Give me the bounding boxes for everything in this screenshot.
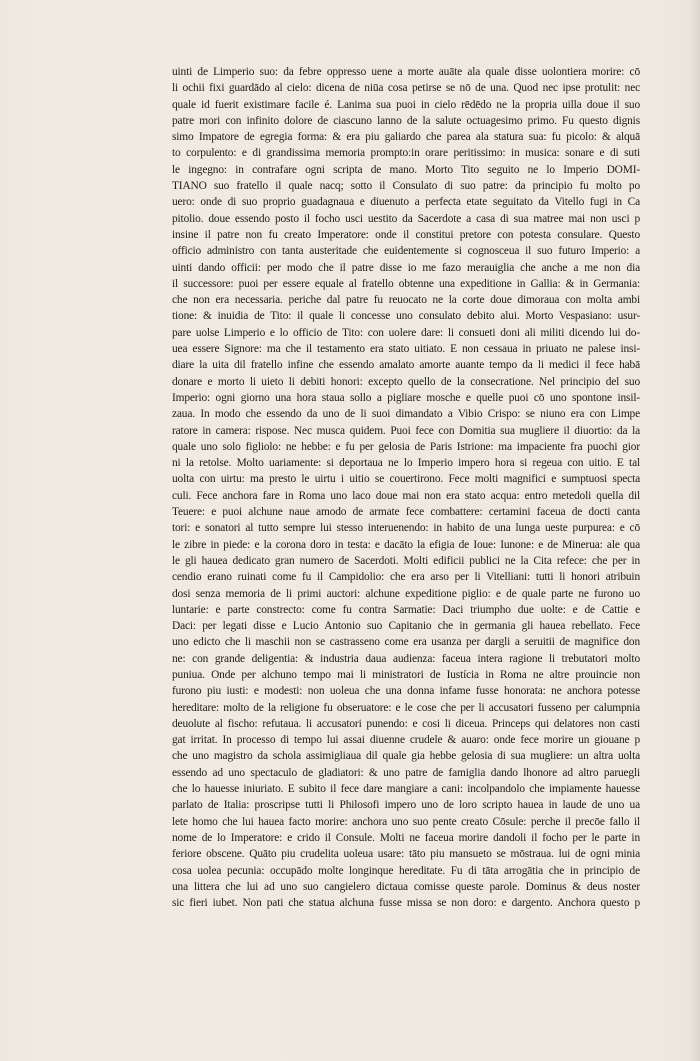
text-line: ne: con grande deligentia: & industria daua audienza: faceua intera ragione li trebutatori molto [172, 652, 640, 665]
text-line: ni la retolse. Molto uariamente: si deportaua ne lo Imperio impero hora si regeua con uitio. E tal [172, 457, 640, 470]
text-line: quale uno solo figliolo: ne hebbe: e fu per gelosia de Paris Istrione: ma impaciente fra puochi gior [172, 440, 640, 453]
text-line: nome de lo Imperatore: e crido il Consule. Molti ne faceua morire dandoli il focho per le parte in [172, 831, 640, 844]
text-line: furono piu iusti: e modesti: non uoleua che una donna infame fusse honorata: ne anchora potesse [172, 685, 640, 698]
text-line: puniua. Onde per alchuno tempo mai li ministratori de Iustícia in Roma ne altre prouincie non [172, 668, 640, 681]
text-line: donare e morto li uieto li debiti honori: excepto quello de la consecratione. Nel principio del suo [172, 375, 640, 388]
text-line: uolta con uirtu: ma presto le uirtu i uitio se couertirono. Fece molti magnifici e sumptuosi specta [172, 473, 640, 486]
text-line: deuolute al fischo: refutaua. li accusatori punendo: e cosi li diceua. Princeps qui delatores non casti [172, 717, 640, 730]
text-line: che non era necessaria. periche dal patre fu reuocato ne la corte doue dimoraua con molta ambi [172, 294, 640, 307]
text-line: diare la uita dil fratello infine che essendo amalato amorte auante tempo da li medici il fece habā [172, 359, 640, 372]
text-line: uno edicto che li maschii non se castrasseno come era usanza per dargli a seruitii de magnifice don [172, 636, 640, 649]
text-line: tione: & inuidia de Tito: il quale li concesse uno consulato debito alui. Morto Vespasiano: usur- [172, 310, 640, 323]
text-line: ratore in camera: rispose. Nec musca quidem. Puoi fece con Domitia sua mugliere il diuortio: da la [172, 424, 640, 437]
text-line: uinti dando officii: per modo che il patre disse io me fazo merauiglia che anche a me non dia [172, 261, 640, 274]
text-line: gat irritat. In processo di tempo lui assai diuenne crudele & auaro: onde fece morire un giouane p [172, 734, 640, 747]
text-line: essendo ad uno spectaculo de gladiatori: & uno patre de famiglia dando lhonore ad altro paruegli [172, 766, 640, 779]
text-line: che uno magistro da schola assimigliaua dil quale gia hebbe gelosia di sua mugliere: un altra uolta [172, 750, 640, 763]
text-line: le ingegno: in contrafare ogni scripta de mano. Morto Tito seguito ne lo Imperio DOMI- [172, 163, 640, 176]
text-line: dosi senza memoria de li primi auctori: alchune expeditione piglio: e de quale parte ne furono uo [172, 587, 640, 600]
text-line: sic fieri iubet. Non pati che statua alchuna fusse missa se non doro: e dargento. Anchora questo p [172, 897, 640, 910]
text-line: hereditare: molto de la religione fu obseruatore: e le cose che per li accusatori fusseno per calumpnia [172, 701, 640, 714]
page-edge-shadow [690, 0, 700, 1061]
text-line: pare uolse Limperio e lo officio de Tito: con uolere dare: li consueti doni ali militi dicendo lui do- [172, 326, 640, 339]
text-line: che lo hauesse iniuriato. E subito il fece dare mangiare a cani: incolpandolo che impiamente hauesse [172, 783, 640, 796]
text-line: li ochii fixi guardādo al cielo: dicena de niūa cosa petirse se nō de una. Quod nec ipse protulit: nec [172, 82, 640, 95]
text-line: simo Impatore de egregia forma: & era piu galiardo che parea ala statura sua: fu picolo: & alquā [172, 131, 640, 144]
text-line: cendio erano ruinati come fu il Campidolio: che era arso per li Vitelliani: tutti li honori atribuin [172, 571, 640, 584]
text-line: lete homo che lui hauea facto morire: anchora uno suo pente creato Cōsule: perche il precōe fallo il [172, 815, 640, 828]
text-line: officio administro con tanta austeritade che euidentemente si cognosceua il suo futuro Imperio: a [172, 245, 640, 258]
text-line: le gli hauea dedicato gran numero de Sacerdoti. Molti edificii publici ne la Cita refece: che per in [172, 554, 640, 567]
text-line: una littera che lui ad uno suo cangielero dictaua comisse queste parole. Dominus & deus noster [172, 880, 640, 893]
text-line: uea essere Signore: ma che il testamento era stato uitiato. E non cessaua in priuato ne palese insi- [172, 343, 640, 356]
text-line: luntarie: e parte constrecto: come fu contra Sarmatie: Daci triumpho due uolte: e de Cattie e [172, 603, 640, 616]
text-line: Daci: per legati disse e Lucio Antonio suo Capitanio che in germania gli hauea rebellato. Fece [172, 620, 640, 633]
text-line: uero: onde di suo proprio guadagnaua e diuenuto a perfecta etate seguitato da Vitello fugi in Ca [172, 196, 640, 209]
text-line: Teuere: e puoi alchune naue amodo de armate fece combattere: certamini faceua de docti canta [172, 506, 640, 519]
text-line: parlato de Italia: proscripse tutti li Philosofi impero uno de loro scripto hauea in laude de uno ua [172, 799, 640, 812]
text-line: culi. Fece anchora fare in Roma uno laco doue mai non era stato acqua: entro metedoli quella dil [172, 489, 640, 502]
text-line: il successore: puoi per essere equale al fratello obtenne una expeditione in Gallia: & in Germania: [172, 277, 640, 290]
text-line: to corpulento: e di grandissima memoria promptoːin orare peritissimo: in musica: sonare e di suti [172, 147, 640, 160]
text-line: pitolio. doue essendo posto il focho usci uestito da Sacerdote a casa di sua matree mai non usci p [172, 212, 640, 225]
text-line: le zibre in piede: e la corona doro in testa: e dacāto la efigia de Ioue: Iunone: e de Minerua: ale qua [172, 538, 640, 551]
text-line: zaua. In modo che essendo da uno de li suoi dimandato a Vibio Crispo: se niuno era con Limpe [172, 408, 640, 421]
text-column [172, 64, 640, 911]
text-line: Imperio: ogni giorno una hora staua sollo a pigliare mosche e quelle puoi cō uno spontone insil- [172, 391, 640, 404]
text-line: quale id fuerit existimare facile é. Lanima sua puoi in cielo rēdēdo ne la propria uilla doue il suo [172, 98, 640, 111]
text-line: uinti de Limperio suo: da febre oppresso uene a morte auāte ala quale disse uolontiera morire: cō [172, 66, 640, 78]
text-line: patre mori con infinito dolore de ciascuno lanno de la salute octuagesimo primo. Fu questo dignis [172, 114, 640, 127]
text-line: cosa uolea pecunia: occupādo molte longinque hereditate. Fu di tāta arrogātia che in principio de [172, 864, 640, 877]
text-line: TIANO suo fratello il quale nacq; sotto il Consulato di suo patre: da principio fu molto po [172, 180, 640, 193]
text-line: tori: e sonatori al tutto sempre lui stesso interuenendo: in habito de una lunga ueste purpurea: e cō [172, 522, 640, 535]
text-line: feriore obscene. Quāto piu crudelita uoleua usare: tāto piu mansueto se mōstraua. lui de ogni minia [172, 848, 640, 861]
text-line: insine il patre non fu creato Imperatore: onde il constitui pretore con potesta consulare. Questo [172, 228, 640, 241]
